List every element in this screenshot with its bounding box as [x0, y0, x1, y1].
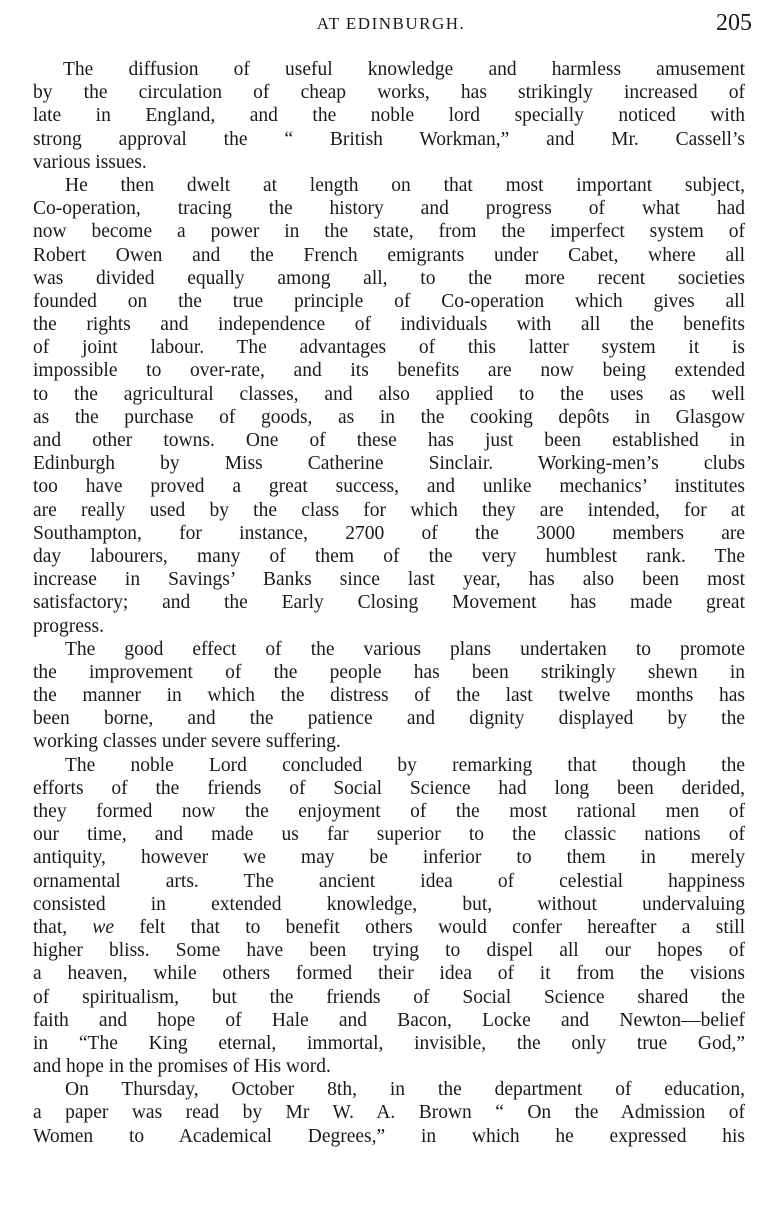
- text-line: various issues.: [33, 151, 147, 173]
- text-line: a paper was read by Mr W. A. Brown “ On the Admission of: [33, 1102, 745, 1124]
- text-line: to the agricultural classes, and also applied to the uses as well: [33, 383, 745, 405]
- text-line: been borne, and the patience and dignity displayed by the: [33, 708, 745, 730]
- text-line: Robert Owen and the French emigrants under Cabet, where all: [33, 244, 745, 266]
- text-line: The noble Lord concluded by remarking that though the: [65, 754, 745, 776]
- text-line: increase in Savings’ Banks since last year, has also been most: [33, 569, 745, 591]
- body-text: [33, 58, 745, 1148]
- text-line: the rights and independence of individuals with all the benefits: [33, 314, 745, 336]
- text-line: ornamental arts. The ancient idea of celestial happiness: [33, 870, 745, 892]
- text-line: now become a power in the state, from the imperfect system of: [33, 221, 745, 243]
- text-line: progress.: [33, 615, 104, 637]
- text-line: Edinburgh by Miss Catherine Sinclair. Working-men’s clubs: [33, 453, 745, 475]
- text-line: and hope in the promises of His word.: [33, 1056, 331, 1078]
- text-line: strong approval the “ British Workman,” and Mr. Cassell’s: [33, 128, 745, 150]
- text-line: consisted in extended knowledge, but, without undervaluing: [33, 893, 745, 915]
- text-line: in “The King eternal, immortal, invisible, the only true God,”: [33, 1032, 745, 1054]
- text-line: the improvement of the people has been strikingly shewn in: [33, 661, 745, 683]
- text-line: our time, and made us far superior to the classic nations of: [33, 824, 745, 846]
- text-line: was divided equally among all, to the more recent societies: [33, 267, 745, 289]
- text-line: by the circulation of cheap works, has strikingly increased of: [33, 82, 745, 104]
- text-line: as the purchase of goods, as in the cooking depôts in Glasgow: [33, 406, 745, 428]
- text-line: The diffusion of useful knowledge and harmless amusement: [63, 59, 745, 80]
- text-line: that, we felt that to benefit others would confer hereafter a still: [33, 916, 745, 938]
- text-line: and other towns. One of these has just been established in: [33, 430, 745, 451]
- text-line: On Thursday, October 8th, in the department of education,: [65, 1079, 745, 1101]
- text-line: antiquity, however we may be inferior to them in merely: [33, 847, 745, 869]
- text-line: working classes under severe suffering.: [33, 731, 341, 753]
- text-line: late in England, and the noble lord specially noticed with: [33, 105, 745, 127]
- text-line: The good effect of the various plans undertaken to promote: [65, 638, 745, 660]
- text-line: founded on the true principle of Co-operation which gives all: [33, 290, 745, 312]
- text-line: too have proved a great success, and unlike mechanics’ institutes: [33, 476, 745, 498]
- text-line: Southampton, for instance, 2700 of the 3000 members are: [33, 522, 745, 544]
- text-line: a heaven, while others formed their idea of it from the visions: [33, 963, 745, 985]
- running-header: [30, 10, 752, 40]
- text-line: of spiritualism, but the friends of Social Science shared the: [33, 986, 745, 1008]
- text-line: higher bliss. Some have been trying to dispel all our hopes of: [33, 940, 745, 962]
- text-line: efforts of the friends of Social Science had long been derided,: [33, 777, 745, 799]
- text-line: they formed now the enjoyment of the most rational men of: [33, 801, 745, 822]
- text-line: of joint labour. The advantages of this latter system it is: [33, 337, 745, 359]
- text-line: He then dwelt at length on that most important subject,: [65, 174, 745, 196]
- text-line: are really used by the class for which they are intended, for at: [33, 499, 745, 521]
- text-line: the manner in which the distress of the last twelve months has: [33, 685, 745, 707]
- text-line: day labourers, many of them of the very humblest rank. The: [33, 545, 745, 567]
- page-number: 205: [716, 10, 752, 36]
- text-line: Women to Academical Degrees,” in which he expressed his: [33, 1125, 745, 1147]
- running-title: AT EDINBURGH.: [316, 14, 466, 33]
- text-line: satisfactory; and the Early Closing Movement has made great: [33, 592, 745, 614]
- text-line: Co-operation, tracing the history and progress of what had: [33, 198, 745, 220]
- text-line: impossible to over-rate, and its benefits are now being extended: [33, 360, 745, 382]
- text-line: faith and hope of Hale and Bacon, Locke and Newton—belief: [33, 1009, 745, 1031]
